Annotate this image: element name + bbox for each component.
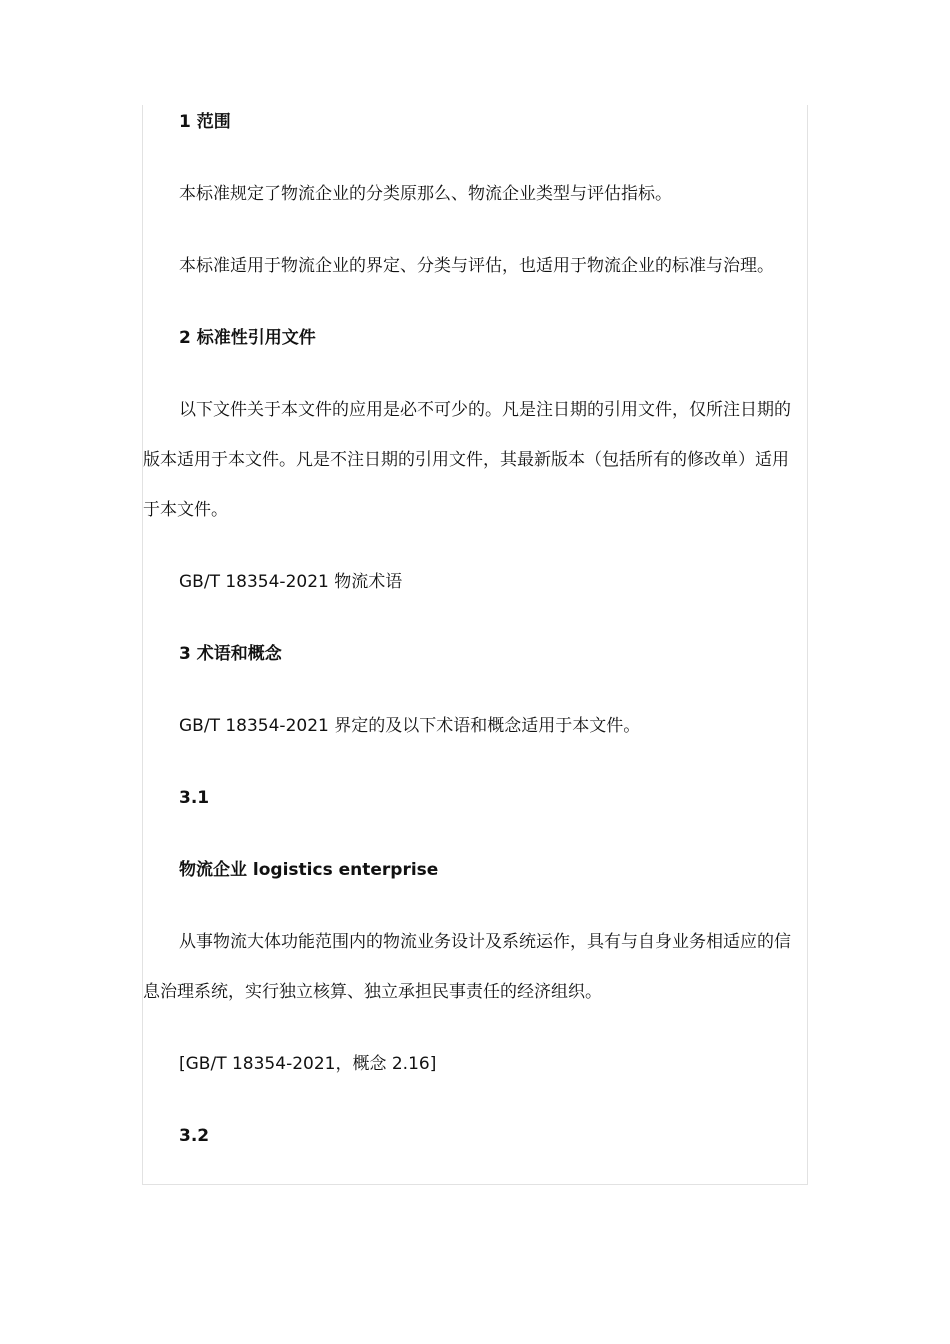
paragraph-line: 以下文件关于本文件的应用是必不可少的。凡是注日期的引用文件，仅所注日期的 bbox=[179, 400, 791, 420]
section-2-heading: 2 标准性引用文件 bbox=[179, 328, 316, 348]
section-3-paragraph: GB/T 18354-2021 界定的及以下术语和概念适用于本文件。 bbox=[179, 716, 641, 736]
clause-3-1-number: 3.1 bbox=[179, 788, 210, 808]
paragraph-line: 于本文件。 bbox=[143, 500, 228, 520]
paragraph-line: 版本适用于本文件。凡是不注日期的引用文件，其最新版本（包括所有的修改单）适用 bbox=[143, 450, 789, 470]
section-3-heading: 3 术语和概念 bbox=[179, 644, 282, 664]
section-1-paragraph-2: 本标准适用于物流企业的界定、分类与评估，也适用于物流企业的标准与治理。 bbox=[179, 256, 774, 276]
clause-3-1-term: 物流企业 logistics enterprise bbox=[179, 860, 439, 880]
clause-3-1-source: [GB/T 18354-2021，概念 2.16] bbox=[179, 1054, 437, 1074]
paragraph-line: 息治理系统，实行独立核算、独立承担民事责任的经济组织。 bbox=[143, 982, 602, 1002]
normative-reference: GB/T 18354-2021 物流术语 bbox=[179, 572, 403, 592]
paragraph-line: 从事物流大体功能范围内的物流业务设计及系统运作，具有与自身业务相适应的信 bbox=[179, 932, 791, 952]
clause-3-2-number: 3.2 bbox=[179, 1126, 210, 1146]
section-1-heading: 1 范围 bbox=[179, 112, 231, 132]
section-1-paragraph-1: 本标准规定了物流企业的分类原那么、物流企业类型与评估指标。 bbox=[179, 184, 672, 204]
